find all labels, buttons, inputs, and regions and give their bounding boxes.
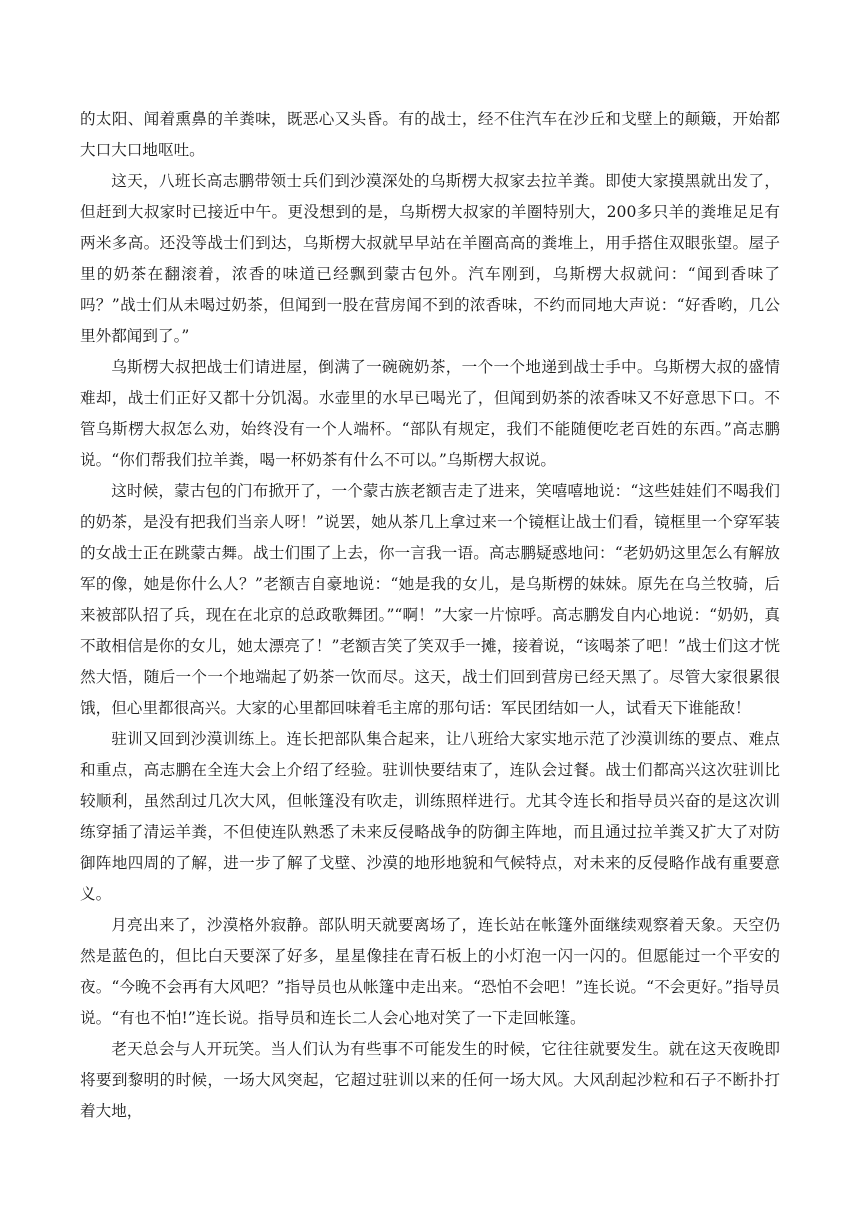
paragraph-2: 这天，八班长高志鹏带领士兵们到沙漠深处的乌斯楞大叔家去拉羊粪。即使大家摸黑就出发了，但赶到大叔家时已接近中午。更没想到的是，乌斯楞大叔家的羊圈特别大，200多只羊的粪堆足足有两米多高。还没等战士们到达，乌斯楞大叔就早早站在羊圈高高的粪堆上，用手搭住双眼张望。屋子里的奶茶在翻滚着，浓香的味道已经飘到蒙古包外。汽车刚到，乌斯楞大叔就问：“闻到香味了吗？”战士们从未喝过奶茶，但闻到一股在营房闻不到的浓香味，不约而同地大声说：“好香哟，几公里外都闻到了。” — [80, 172, 780, 345]
paragraph-7: 老天总会与人开玩笑。当人们认为有些事不可能发生的时候，它往往就要发生。就在这天夜晚即将要到黎明的时候，一场大风突起，它超过驻训以来的任何一场大风。大风刮起沙粒和石子不断扑打着大地， — [80, 1040, 780, 1120]
paragraph-5: 驻训又回到沙漠训练上。连长把部队集合起来，让八班给大家实地示范了沙漠训练的要点、难点和重点，高志鹏在全连大会上介绍了经验。驻训快要结束了，连队会过餐。战士们都高兴这次驻训比较顺利，虽然刮过几次大风，但帐篷没有吹走，训练照样进行。尤其令连长和指导员兴奋的是这次训练穿插了清运羊粪，不但使连队熟悉了未来反侵略战争的防御主阵地，而且通过拉羊粪又扩大了对防御阵地四周的了解，进一步了解了戈壁、沙漠的地形地貌和气候特点，对未来的反侵略作战有重要意义。 — [80, 730, 780, 903]
paragraph-1: 的太阳、闻着熏鼻的羊粪味，既恶心又头昏。有的战士，经不住汽车在沙丘和戈壁上的颠簸，开始都大口大口地呕吐。 — [80, 110, 780, 159]
paragraph-4: 这时候，蒙古包的门布掀开了，一个蒙古族老额吉走了进来，笑嘻嘻地说：“这些娃娃们不喝我们的奶茶，是没有把我们当亲人呀！”说罢，她从茶几上拿过来一个镜框让战士们看，镜框里一个穿军装的女战士正在跳蒙古舞。战士们围了上去，你一言我一语。高志鹏疑惑地问：“老奶奶这里怎么有解放军的像，她是你什么人？”老额吉自豪地说：“她是我的女儿，是乌斯楞的妹妹。原先在乌兰牧骑，后来被部队招了兵，现在在北京的总政歌舞团。”“啊！”大家一片惊呼。高志鹏发自内心地说：“奶奶，真不敢相信是你的女儿，她太漂亮了！”老额吉笑了笑双手一摊，接着说，“该喝茶了吧！”战士们这才恍然大悟，随后一个一个地端起了奶茶一饮而尽。这天，战士们回到营房已经天黑了。尽管大家很累很饿，但心里都很高兴。大家的心里都回味着毛主席的那句话：军民团结如一人，试看天下谁能敌！ — [80, 482, 780, 717]
paragraph-6: 月亮出来了，沙漠格外寂静。部队明天就要离场了，连长站在帐篷外面继续观察着天象。天空仍然是蓝色的，但比白天要深了好多，星星像挂在青石板上的小灯泡一闪一闪的。但愿能过一个平安的夜。“今晚不会再有大风吧？”指导员也从帐篷中走出来。“恐怕不会吧！”连长说。“不会更好。”指导员说。“有也不怕!”连长说。指导员和连长二人会心地对笑了一下走回帐篷。 — [80, 916, 780, 1027]
document-body — [80, 104, 780, 1127]
paragraph-3: 乌斯楞大叔把战士们请进屋，倒满了一碗碗奶茶，一个一个地递到战士手中。乌斯楞大叔的盛情难却，战士们正好又都十分饥渴。水壶里的水早已喝光了，但闻到奶茶的浓香味又不好意思下口。不管乌斯楞大叔怎么劝，始终没有一个人端杯。“部队有规定，我们不能随便吃老百姓的东西。”高志鹏说。“你们帮我们拉羊粪，喝一杯奶茶有什么不可以。”乌斯楞大叔说。 — [80, 358, 780, 469]
